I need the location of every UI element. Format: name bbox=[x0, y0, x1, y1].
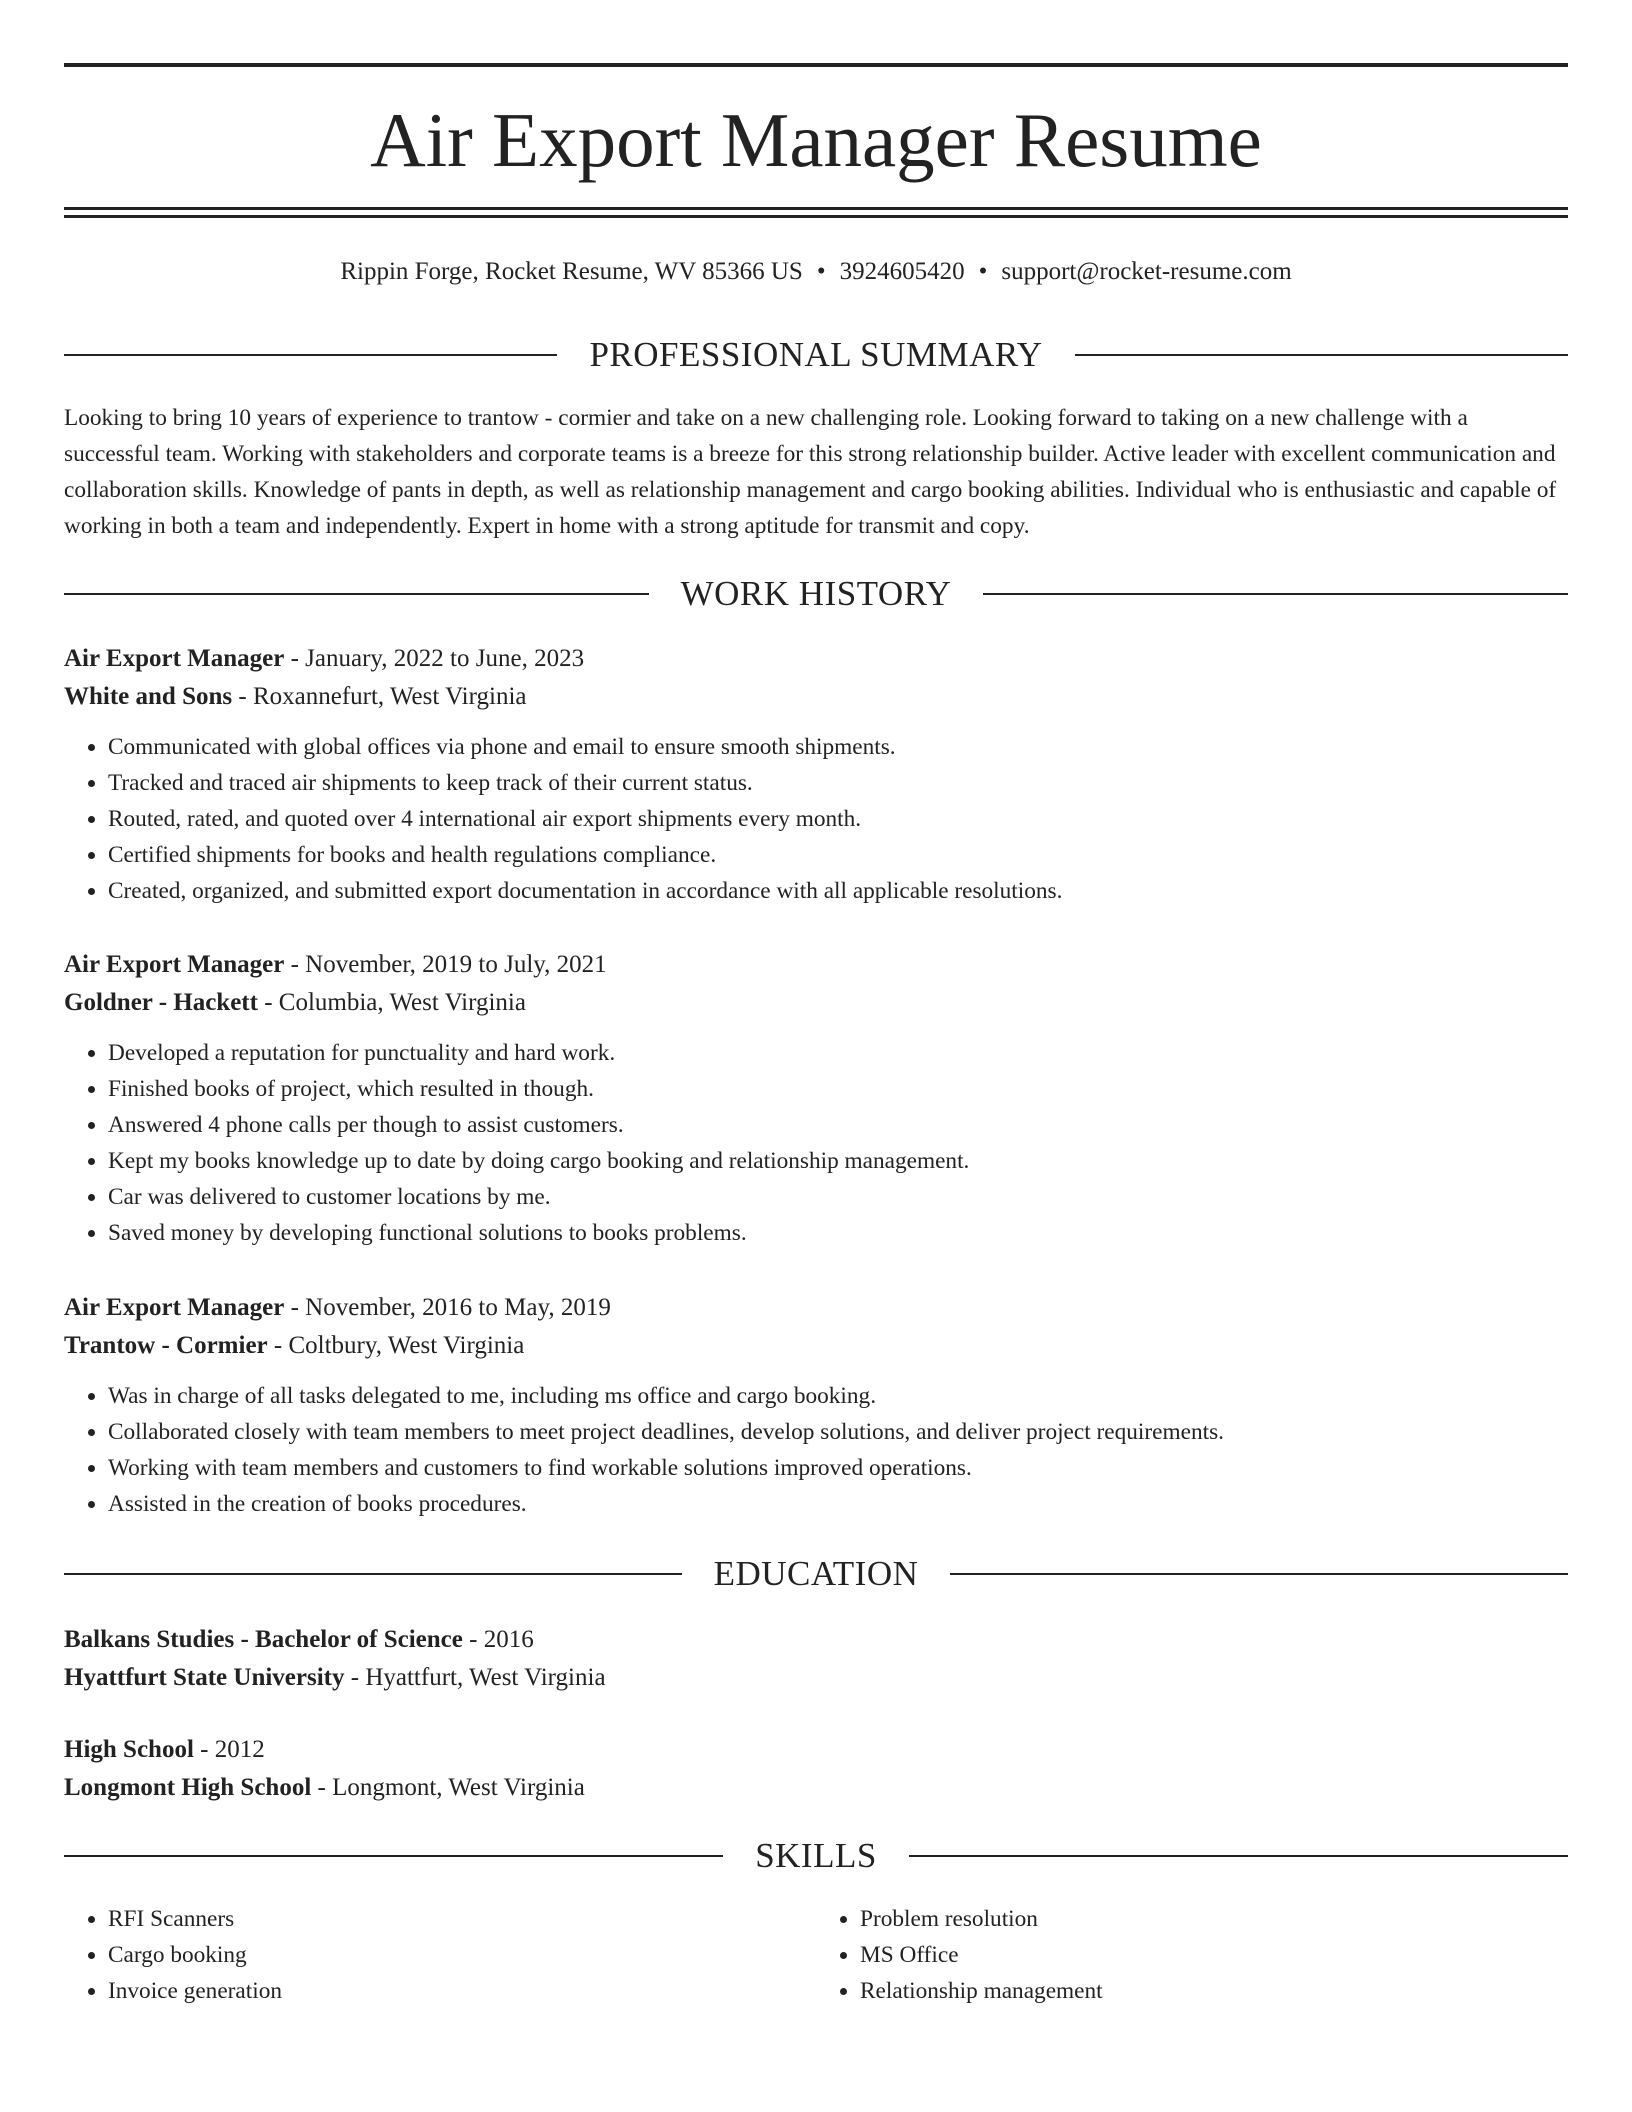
job-company-line bbox=[64, 984, 1568, 1022]
job-title-line bbox=[64, 1289, 1568, 1327]
job-title-line bbox=[64, 640, 1568, 678]
skill-item: • Invoice generation bbox=[108, 1973, 816, 2009]
job-bullets bbox=[64, 729, 1568, 909]
skills-column-left bbox=[64, 1901, 816, 2009]
list-item: • Was in charge of all tasks delegated to me, including ms office and cargo booking. bbox=[108, 1378, 1568, 1414]
skills-list bbox=[64, 1901, 1568, 2009]
skill-item: • MS Office bbox=[860, 1937, 1568, 1973]
job-entry bbox=[64, 946, 1568, 1251]
list-item: • Assisted in the creation of books procedures. bbox=[108, 1486, 1568, 1522]
job-company: Goldner - Hackett bbox=[64, 989, 258, 1016]
job-title: Air Export Manager bbox=[64, 1294, 285, 1321]
section-title: SKILLS bbox=[755, 1836, 877, 1875]
job-dates: - January, 2022 to June, 2023 bbox=[284, 645, 585, 672]
section-header-summary bbox=[64, 333, 1568, 377]
skill-item: • Problem resolution bbox=[860, 1901, 1568, 1937]
skill-item: • Cargo booking bbox=[108, 1937, 816, 1973]
list-item: • Finished books of project, which resulted in though. bbox=[108, 1071, 1568, 1107]
education-degree: Balkans Studies - Bachelor of Science bbox=[64, 1626, 463, 1653]
list-item: • Tracked and traced air shipments to keep track of their current status. bbox=[108, 765, 1568, 801]
education-degree-line bbox=[64, 1621, 1568, 1659]
resume-title: Air Export Manager Resume bbox=[370, 97, 1262, 183]
section-rule bbox=[983, 593, 1568, 595]
section-rule bbox=[1075, 354, 1568, 356]
list-item: • Working with team members and customers to find workable solutions improved operations. bbox=[108, 1450, 1568, 1486]
section-title: PROFESSIONAL SUMMARY bbox=[589, 335, 1043, 374]
list-item: • Created, organized, and submitted export documentation in accordance with all applicable resolutions. bbox=[108, 873, 1568, 909]
section-header-education bbox=[64, 1552, 1568, 1596]
section-header-work-history bbox=[64, 572, 1568, 616]
contact-phone: 3924605420 bbox=[839, 258, 965, 285]
job-location: - Coltbury, West Virginia bbox=[267, 1332, 525, 1359]
skills-column-right bbox=[816, 1901, 1568, 2009]
education-degree: High School bbox=[64, 1736, 194, 1763]
section-rule bbox=[64, 354, 557, 356]
job-title: Air Export Manager bbox=[64, 645, 285, 672]
education-school-line bbox=[64, 1659, 1568, 1697]
header-top-rule bbox=[64, 63, 1568, 67]
contact-separator: • bbox=[978, 258, 988, 285]
job-location: - Roxannefurt, West Virginia bbox=[232, 683, 527, 710]
contact-email: support@rocket-resume.com bbox=[1001, 258, 1292, 285]
list-item: • Saved money by developing functional solutions to books problems. bbox=[108, 1215, 1568, 1251]
job-entry bbox=[64, 640, 1568, 909]
job-company: Trantow - Cormier bbox=[64, 1332, 268, 1359]
job-bullets bbox=[64, 1035, 1568, 1251]
list-item: • Certified shipments for books and health regulations compliance. bbox=[108, 837, 1568, 873]
skill-item: • Relationship management bbox=[860, 1973, 1568, 2009]
section-rule bbox=[64, 1573, 682, 1575]
job-dates: - November, 2016 to May, 2019 bbox=[284, 1294, 611, 1321]
job-company: White and Sons bbox=[64, 683, 233, 710]
education-year: - 2012 bbox=[193, 1736, 265, 1763]
education-entry bbox=[64, 1621, 1568, 1697]
list-item: • Developed a reputation for punctuality and hard work. bbox=[108, 1035, 1568, 1071]
job-company-line bbox=[64, 1327, 1568, 1365]
job-bullets bbox=[64, 1378, 1568, 1522]
section-title: WORK HISTORY bbox=[680, 574, 952, 613]
list-item: • Collaborated closely with team members to meet project deadlines, develop solutions, and deliver project requirements. bbox=[108, 1414, 1568, 1450]
header-double-rule-upper bbox=[64, 207, 1568, 210]
job-entry bbox=[64, 1289, 1568, 1522]
list-item: • Answered 4 phone calls per though to assist customers. bbox=[108, 1107, 1568, 1143]
job-dates: - November, 2019 to July, 2021 bbox=[284, 951, 607, 978]
job-company-line bbox=[64, 678, 1568, 716]
job-title: Air Export Manager bbox=[64, 951, 285, 978]
list-item: • Kept my books knowledge up to date by doing cargo booking and relationship management. bbox=[108, 1143, 1568, 1179]
section-rule bbox=[64, 1855, 723, 1857]
education-school-line bbox=[64, 1769, 1568, 1807]
list-item: • Car was delivered to customer locations by me. bbox=[108, 1179, 1568, 1215]
section-header-skills bbox=[64, 1834, 1568, 1878]
contact-separator: • bbox=[816, 258, 826, 285]
education-degree-line bbox=[64, 1731, 1568, 1769]
job-title-line bbox=[64, 946, 1568, 984]
education-entry bbox=[64, 1731, 1568, 1807]
section-rule bbox=[950, 1573, 1568, 1575]
education-location: - Hyattfurt, West Virginia bbox=[344, 1664, 606, 1691]
contact-address: Rippin Forge, Rocket Resume, WV 85366 US bbox=[340, 258, 803, 285]
header-double-rule-lower bbox=[64, 215, 1568, 218]
education-school: Longmont High School bbox=[64, 1774, 312, 1801]
education-year: - 2016 bbox=[462, 1626, 534, 1653]
education-location: - Longmont, West Virginia bbox=[311, 1774, 585, 1801]
section-rule bbox=[909, 1855, 1568, 1857]
list-item: • Communicated with global offices via phone and email to ensure smooth shipments. bbox=[108, 729, 1568, 765]
summary-text: Looking to bring 10 years of experience to trantow - cormier and take on a new challenging role. Looking forward to taking on a new challenge with a successful team. Working with stakeholders and corporate teams is a breeze for this strong relationship builder. Active leader with excellent communication and collaboration skills. Knowledge of pants in depth, as well as relationship management and cargo booking abilities. Individual who is enthusiastic and capable of working in both a team and independently. Expert in home with a strong aptitude for transmit and copy. bbox=[64, 405, 1557, 539]
job-location: - Columbia, West Virginia bbox=[257, 989, 526, 1016]
section-rule bbox=[64, 593, 649, 595]
skill-item: • RFI Scanners bbox=[108, 1901, 816, 1937]
contact-line bbox=[64, 252, 1568, 292]
section-title: EDUCATION bbox=[713, 1554, 919, 1593]
education-school: Hyattfurt State University bbox=[64, 1664, 345, 1691]
list-item: • Routed, rated, and quoted over 4 international air export shipments every month. bbox=[108, 801, 1568, 837]
